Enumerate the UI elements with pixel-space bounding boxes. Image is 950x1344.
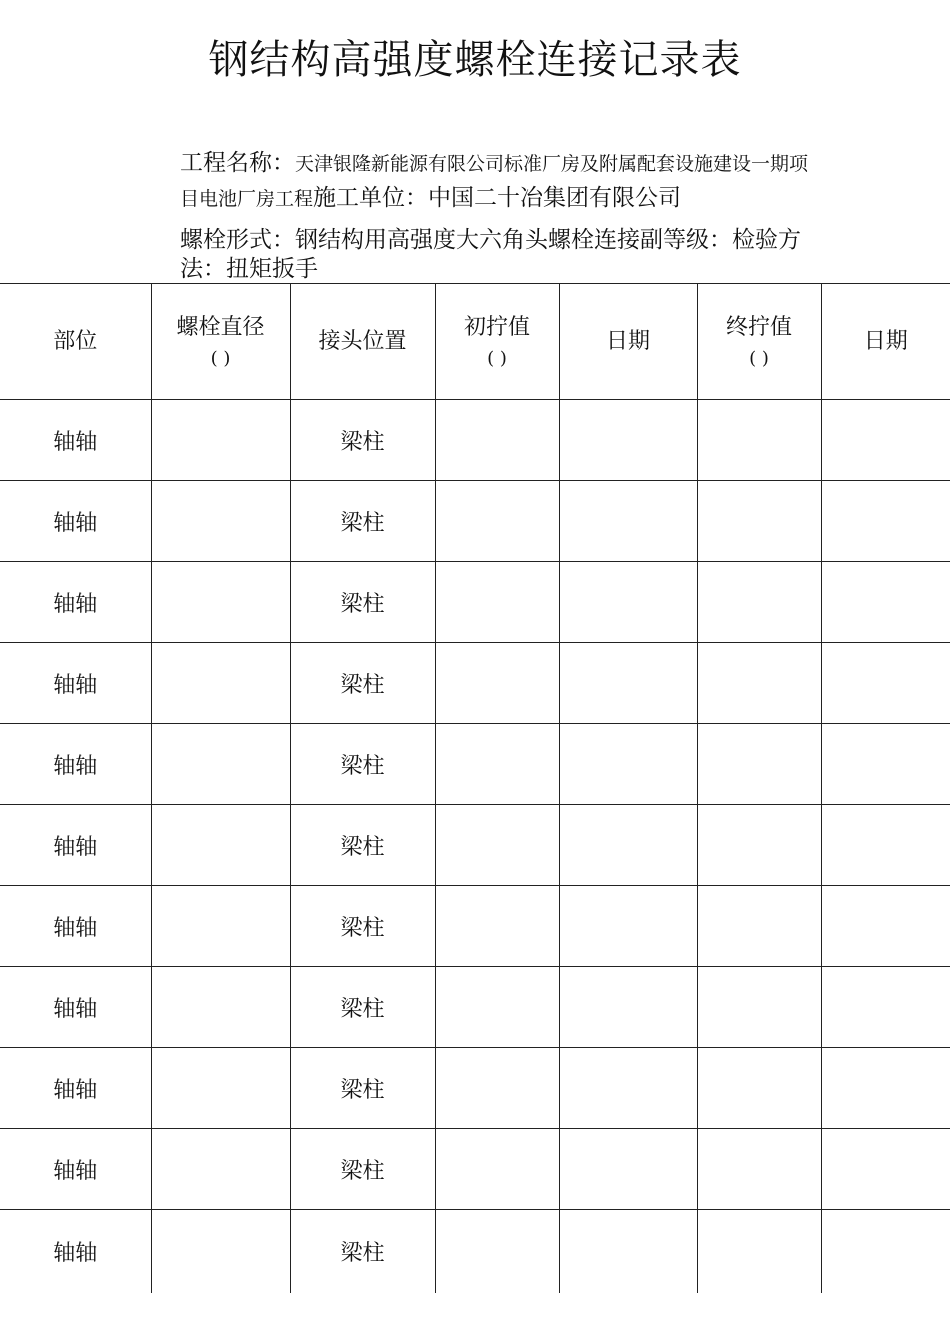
cell-final-torque	[697, 805, 821, 886]
header-final-torque	[697, 284, 821, 400]
cell-final-torque	[697, 481, 821, 562]
cell-location: 轴轴	[0, 1129, 151, 1210]
cell-bolt-diameter	[151, 805, 290, 886]
cell-date-1	[559, 805, 697, 886]
cell-location: 轴轴	[0, 805, 151, 886]
cell-final-torque	[697, 1129, 821, 1210]
cell-location: 轴轴	[0, 967, 151, 1048]
cell-date-1	[559, 1129, 697, 1210]
cell-bolt-diameter	[151, 1048, 290, 1129]
cell-bolt-diameter	[151, 724, 290, 805]
table-row	[0, 805, 950, 886]
cell-date-2	[821, 481, 950, 562]
cell-final-torque	[697, 643, 821, 724]
cell-bolt-diameter	[151, 481, 290, 562]
cell-location: 轴轴	[0, 724, 151, 805]
inspection-method-line: 法：扭矩扳手	[180, 256, 318, 282]
cell-initial-torque	[435, 562, 559, 643]
cell-final-torque	[697, 886, 821, 967]
header-initial-torque-unit: ( )	[487, 347, 507, 369]
cell-date-1	[559, 1210, 697, 1294]
cell-initial-torque	[435, 1129, 559, 1210]
cell-joint-position: 梁柱	[290, 1048, 435, 1129]
table-row	[0, 886, 950, 967]
cell-date-2	[821, 400, 950, 481]
cell-date-1	[559, 481, 697, 562]
cell-bolt-diameter	[151, 1210, 290, 1294]
cell-joint-position: 梁柱	[290, 1129, 435, 1210]
cell-bolt-diameter	[151, 886, 290, 967]
cell-initial-torque	[435, 886, 559, 967]
cell-joint-position: 梁柱	[290, 805, 435, 886]
cell-location: 轴轴	[0, 481, 151, 562]
cell-final-torque	[697, 967, 821, 1048]
header-date-2: 日期	[821, 284, 950, 400]
header-date-1: 日期	[559, 284, 697, 400]
cell-bolt-diameter	[151, 562, 290, 643]
project-unit-line	[180, 187, 681, 210]
header-joint-position: 接头位置	[290, 284, 435, 400]
construction-unit-label: 施工单位：	[313, 185, 429, 211]
cell-date-2	[821, 967, 950, 1048]
cell-location: 轴轴	[0, 1210, 151, 1294]
bolt-record-table	[0, 283, 950, 1293]
cell-final-torque	[697, 1048, 821, 1129]
cell-joint-position: 梁柱	[290, 481, 435, 562]
cell-initial-torque	[435, 643, 559, 724]
table-row	[0, 562, 950, 643]
header-location: 部位	[0, 284, 151, 400]
header-bolt-diameter-label: 螺栓直径	[176, 314, 265, 340]
table-row	[0, 400, 950, 481]
cell-joint-position: 梁柱	[290, 967, 435, 1048]
project-name-value: 天津银隆新能源有限公司标准厂房及附属配套设施建设一期项	[295, 153, 809, 175]
cell-initial-torque	[435, 805, 559, 886]
cell-final-torque	[697, 1210, 821, 1294]
cell-date-2	[821, 724, 950, 805]
cell-date-2	[821, 562, 950, 643]
cell-location: 轴轴	[0, 562, 151, 643]
cell-location: 轴轴	[0, 643, 151, 724]
table-row	[0, 643, 950, 724]
project-name-value-cont: 目电池厂房工程	[180, 188, 314, 210]
header-bolt-diameter-unit: ( )	[210, 347, 231, 369]
cell-bolt-diameter	[151, 643, 290, 724]
cell-initial-torque	[435, 1210, 559, 1294]
header-initial-torque-label: 初拧值	[463, 314, 530, 340]
cell-joint-position: 梁柱	[290, 1210, 435, 1294]
cell-date-2	[821, 886, 950, 967]
project-name-line	[180, 152, 808, 175]
cell-final-torque	[697, 562, 821, 643]
cell-joint-position: 梁柱	[290, 886, 435, 967]
cell-date-1	[559, 886, 697, 967]
header-final-torque-unit: ( )	[749, 347, 769, 369]
header-bolt-diameter	[151, 284, 290, 400]
bolt-type-line: 螺栓形式：钢结构用高强度大六角头螺栓连接副等级：检验方	[180, 227, 801, 253]
cell-joint-position: 梁柱	[290, 400, 435, 481]
cell-joint-position: 梁柱	[290, 724, 435, 805]
cell-joint-position: 梁柱	[290, 643, 435, 724]
table-row	[0, 967, 950, 1048]
cell-date-1	[559, 967, 697, 1048]
cell-date-2	[821, 1129, 950, 1210]
project-name-label: 工程名称：	[180, 150, 295, 176]
table-row	[0, 481, 950, 562]
cell-final-torque	[697, 724, 821, 805]
cell-joint-position: 梁柱	[290, 562, 435, 643]
table-row	[0, 724, 950, 805]
header-final-torque-label: 终拧值	[725, 314, 792, 340]
cell-date-1	[559, 1048, 697, 1129]
cell-date-2	[821, 1048, 950, 1129]
page-title: 钢结构高强度螺栓连接记录表	[208, 37, 742, 83]
cell-initial-torque	[435, 724, 559, 805]
cell-date-2	[821, 643, 950, 724]
construction-unit-value: 中国二十冶集团有限公司	[428, 185, 682, 211]
cell-date-1	[559, 562, 697, 643]
cell-date-1	[559, 400, 697, 481]
cell-date-1	[559, 724, 697, 805]
cell-location: 轴轴	[0, 400, 151, 481]
cell-location: 轴轴	[0, 886, 151, 967]
cell-date-2	[821, 1210, 950, 1294]
cell-initial-torque	[435, 481, 559, 562]
cell-bolt-diameter	[151, 967, 290, 1048]
cell-bolt-diameter	[151, 1129, 290, 1210]
cell-bolt-diameter	[151, 400, 290, 481]
cell-final-torque	[697, 400, 821, 481]
cell-date-2	[821, 805, 950, 886]
cell-initial-torque	[435, 400, 559, 481]
table-row	[0, 1210, 950, 1294]
cell-date-1	[559, 643, 697, 724]
table-header-row	[0, 284, 950, 400]
cell-initial-torque	[435, 967, 559, 1048]
cell-location: 轴轴	[0, 1048, 151, 1129]
header-initial-torque	[435, 284, 559, 400]
table-row	[0, 1129, 950, 1210]
table-row	[0, 1048, 950, 1129]
cell-initial-torque	[435, 1048, 559, 1129]
